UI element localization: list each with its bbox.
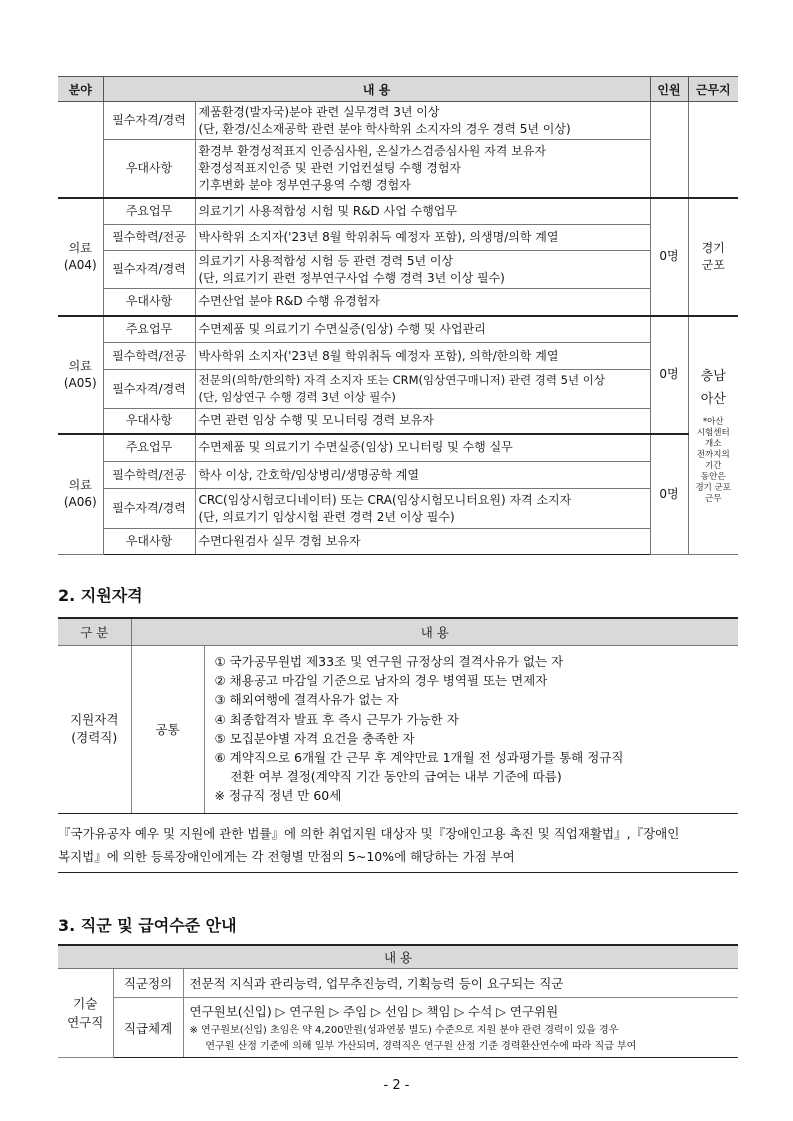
count-a05: 0명 xyxy=(650,316,688,434)
eligibility-common: 공통 xyxy=(131,646,204,814)
bonus-points-note: 『국가유공자 예우 및 지원에 관한 법률』에 의한 취업지원 대상자 및『장애인고용 촉진 및 직업재활법』,『장애인 복지법』에 의한 등록장애인에게는 각 전형별 만점의 5~10%에 해당하는 가점 부여 xyxy=(58,822,738,873)
header-content: 내 용 xyxy=(131,618,738,646)
field-a04: 의료 (A04) xyxy=(58,198,103,316)
header-type: 구 분 xyxy=(58,618,131,646)
table-row: 우대사항 수면 관련 임상 수행 및 모니터링 경력 보유자 xyxy=(58,409,738,434)
section-2-title: 2. 지원자격 xyxy=(58,586,143,605)
table-row: 필수자격/경력 의료기기 사용적합성 시험 등 관련 경력 5년 이상 (단, 의료기기 관련 정부연구사업 수행 경력 3년 이상 필수) xyxy=(58,251,738,289)
row-label: 필수자격/경력 xyxy=(103,102,195,140)
count-a06: 0명 xyxy=(650,434,688,555)
table-row: 필수학력/전공 학사 이상, 간호학/임상병리/생명공학 계열 xyxy=(58,462,738,489)
table-row: 의료 (A04) 주요업무 의료기기 사용적합성 시험 및 R&D 사업 수행업무 0명 경기 군포 xyxy=(58,198,738,225)
eligibility-table xyxy=(58,617,738,814)
table-row: 직급체계 연구원보(신입) ▷ 연구원 ▷ 주임 ▷ 선임 ▷ 책임 ▷ 수석 ▷ 연구위원 ※ 연구원보(신입) 초임은 약 4,200만원(성과연봉 별도) 수준으로 지원 분야 관련 경력이 있을 경우 연구원 산정 기준에 의해 일부 가산되며, 경력직은 연구원 산정 기준 경력환산연수에 따라 직급 부여 xyxy=(58,998,738,1058)
recruitment-fields-table xyxy=(58,76,738,555)
table-row: 필수학력/전공 박사학위 소지자('23년 8월 학위취득 예정자 포함), 의학/한의학 계열 xyxy=(58,343,738,370)
table-row xyxy=(58,140,738,198)
job-grade-table xyxy=(58,944,738,1058)
table-row: 우대사항 수면다원검사 실무 경험 보유자 xyxy=(58,529,738,555)
table-row xyxy=(58,646,738,814)
header-content: 내 용 xyxy=(58,945,738,969)
row-label: 우대사항 xyxy=(103,140,195,198)
header-count: 인원 xyxy=(650,77,688,102)
field-a06: 의료 (A06) xyxy=(58,434,103,555)
count-a04: 0명 xyxy=(650,198,688,316)
table-row: 의료 (A06) 주요업무 수면제품 및 의료기기 수면실증(임상) 모니터링 및 수행 실무 0명 xyxy=(58,434,738,462)
table-row: 의료 (A05) 주요업무 수면제품 및 의료기기 수면실증(임상) 수행 및 사업관리 0명 충남 아산 *아산 시험센터 개소 전까지의 기간 동안은 경기 군포 근무 xyxy=(58,316,738,343)
table-row: 우대사항 수면산업 분야 R&D 수행 유경험자 xyxy=(58,289,738,316)
row-content: 환경부 환경성적표지 인증심사원, 온실가스검증심사원 자격 보유자 환경성적표지인증 및 관련 기업컨설팅 수행 경험자 기후변화 분야 정부연구용역 수행 경험자 xyxy=(195,140,650,198)
table-row: 필수자격/경력 CRC(임상시험코디네이터) 또는 CRA(임상시험모니터요원) 자격 소지자 (단, 의료기기 임상시험 관련 경력 2년 이상 필수) xyxy=(58,489,738,529)
field-a05: 의료 (A05) xyxy=(58,316,103,434)
row-content: 제품환경(발자국)분야 관련 실무경력 3년 이상 (단, 환경/신소재공학 관련 분야 학사학위 소지자의 경우 경력 5년 이상) xyxy=(195,102,650,140)
header-content: 내 용 xyxy=(103,77,650,102)
job-group: 기술 연구직 xyxy=(58,969,113,1058)
table-row: 필수자격/경력 전문의(의학/한의학) 자격 소지자 또는 CRM(임상연구매니저) 관련 경력 5년 이상 (단, 임상연구 수행 경력 3년 이상 필수) xyxy=(58,370,738,409)
section-3-title: 3. 직군 및 급여수준 안내 xyxy=(58,916,237,935)
eligibility-items: ① 국가공무원법 제33조 및 연구원 규정상의 결격사유가 없는 자 ② 채용공고 마감일 기준으로 남자의 경우 병역필 또는 면제자 ③ 해외여행에 결격사유가 없는 자 ④ 최종합격자 발표 후 즉시 근무가 가능한 자 ⑤ 모집분야별 자격 요건을 충족한 자 ⑥ 계약직으로 6개월 간 근무 후 계약만료 1개월 전 성과평가를 통해 정규직 전환 여부 결정(계약직 기간 동안의 급여는 내부 기준에 따름) ※ 정규직 정년 만 60세 xyxy=(204,646,738,814)
table-row: 필수학력/전공 박사학위 소지자('23년 8월 학위취득 예정자 포함), 의생명/의학 계열 xyxy=(58,225,738,251)
page-number: - 2 - xyxy=(383,1078,410,1093)
header-field: 분야 xyxy=(58,77,103,102)
table-row xyxy=(58,102,738,140)
location-note: *아산 시험센터 개소 전까지의 기간 동안은 경기 군포 근무 xyxy=(695,417,732,505)
location-a05-a06: 충남 아산 *아산 시험센터 개소 전까지의 기간 동안은 경기 군포 근무 xyxy=(688,316,738,555)
table-row: 기술 연구직 직군정의 전문적 지식과 관리능력, 업무추진능력, 기획능력 등이 요구되는 직군 xyxy=(58,969,738,998)
eligibility-type: 지원자격 (경력직) xyxy=(58,646,131,814)
location-a04: 경기 군포 xyxy=(688,198,738,316)
header-location: 근무지 xyxy=(688,77,738,102)
